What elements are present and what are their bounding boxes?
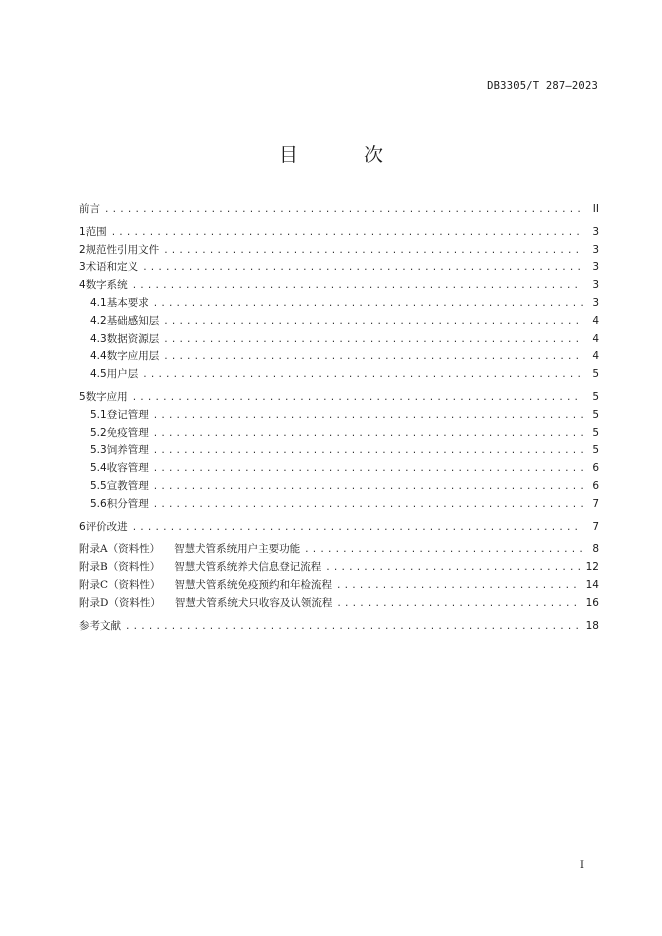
toc-leader-dots <box>132 390 583 407</box>
toc-leader-dots <box>153 479 583 496</box>
toc-entry-number: 5.3 <box>90 444 107 457</box>
toc-entry[interactable] <box>79 559 599 577</box>
toc-leader-dots <box>132 278 583 295</box>
page-title: 目 次 <box>278 144 414 166</box>
toc-entry-label: 术语和定义 <box>85 261 139 274</box>
toc-entry[interactable] <box>79 295 599 313</box>
toc-entry-label: 积分管理 <box>106 497 149 510</box>
toc-entry-page: 14 <box>585 578 599 591</box>
toc-entry-number: 2 <box>79 243 86 256</box>
toc-entry-number: 5.2 <box>90 426 107 439</box>
toc-entry[interactable] <box>79 425 599 443</box>
document-code: DB3305/T 287—2023 <box>487 80 598 92</box>
toc-leader-dots <box>153 443 583 460</box>
toc-entry[interactable] <box>79 242 599 260</box>
toc-leader-dots <box>153 408 583 425</box>
toc-entry[interactable] <box>79 389 599 407</box>
toc-entry-number: 附录A（资料性） <box>79 543 161 556</box>
toc-entry-label: 基本要求 <box>106 296 149 309</box>
toc-entry[interactable] <box>79 313 599 331</box>
toc-entry[interactable] <box>79 577 599 595</box>
toc-entry-page: 7 <box>592 497 599 510</box>
toc-leader-dots <box>336 578 580 595</box>
toc-leader-dots <box>163 349 583 366</box>
toc-leader-dots <box>153 497 583 514</box>
toc-entry-page: 16 <box>585 596 599 609</box>
toc-entry[interactable] <box>79 442 599 460</box>
toc-entry-number: 附录B（资料性） <box>79 561 161 574</box>
toc-entry[interactable] <box>79 496 599 514</box>
toc-entry-page: 5 <box>592 426 599 439</box>
toc-entry-number: 5.5 <box>90 479 107 492</box>
toc-entry-page: 3 <box>592 296 599 309</box>
toc-entry-number: 4.5 <box>90 368 107 381</box>
toc-entry[interactable] <box>79 407 599 425</box>
toc-entry[interactable] <box>79 259 599 277</box>
toc-entry-number: 3 <box>79 261 86 274</box>
toc-entry-number: 附录C（资料性） <box>79 578 161 591</box>
toc-entry-label: 免疫管理 <box>106 426 149 439</box>
table-of-contents <box>79 201 599 635</box>
toc-entry-page: 3 <box>592 261 599 274</box>
toc-entry-page: 18 <box>585 619 599 632</box>
toc-entry-number: 附录D（资料性） <box>79 596 161 609</box>
toc-entry-label: 前言 <box>79 203 100 215</box>
toc-leader-dots <box>153 426 583 443</box>
toc-entry-page: 5 <box>592 390 599 403</box>
toc-entry-label: 参考文献 <box>79 619 121 632</box>
toc-entry-page: 5 <box>592 444 599 457</box>
toc-entry-label: 智慧犬管系统养犬信息登记流程 <box>174 561 322 574</box>
toc-entry-label: 数据资源层 <box>106 332 160 345</box>
toc-entry-number: 5.6 <box>90 497 107 510</box>
toc-entry-number: 4 <box>79 279 86 292</box>
toc-entry-label: 数字应用 <box>85 390 128 403</box>
toc-entry-page: 4 <box>592 314 599 327</box>
toc-entry-label: 宣教管理 <box>106 479 149 492</box>
page-number: I <box>580 860 584 871</box>
toc-entry-number: 4.4 <box>90 350 107 363</box>
toc-leader-dots <box>304 542 583 559</box>
toc-entry-label: 饲养管理 <box>106 444 149 457</box>
toc-entry-label: 规范性引用文件 <box>85 243 160 256</box>
toc-leader-dots <box>111 225 583 242</box>
toc-entry[interactable] <box>79 224 599 242</box>
toc-leader-dots <box>104 202 583 219</box>
toc-entry-page: 12 <box>585 561 599 574</box>
toc-entry-number: 5.1 <box>90 408 107 421</box>
toc-entry-label: 智慧犬管系统用户主要功能 <box>174 543 301 556</box>
toc-entry[interactable] <box>79 541 599 559</box>
toc-entry-number: 6 <box>79 520 86 533</box>
toc-entry[interactable] <box>79 201 599 219</box>
toc-entry-label: 评价改进 <box>85 520 128 533</box>
toc-leader-dots <box>142 367 583 384</box>
toc-entry-label: 数字系统 <box>85 279 128 292</box>
toc-entry[interactable] <box>79 519 599 537</box>
toc-entry-page: 3 <box>592 279 599 292</box>
toc-entry[interactable] <box>79 277 599 295</box>
toc-entry[interactable] <box>79 460 599 478</box>
toc-entry-label: 登记管理 <box>106 408 149 421</box>
toc-entry-page: 7 <box>592 520 599 533</box>
toc-entry-number: 4.2 <box>90 314 107 327</box>
toc-entry-label: 智慧犬管系统犬只收容及认领流程 <box>174 596 333 609</box>
toc-entry[interactable] <box>79 595 599 613</box>
toc-entry[interactable] <box>79 348 599 366</box>
toc-leader-dots <box>153 296 583 313</box>
toc-entry-page: 4 <box>592 350 599 363</box>
toc-entry[interactable] <box>79 618 599 636</box>
toc-entry-page: 5 <box>592 368 599 381</box>
toc-entry-page: II <box>592 203 599 215</box>
toc-entry-label: 智慧犬管系统免疫预约和年检流程 <box>174 578 333 591</box>
toc-entry-page: 6 <box>592 479 599 492</box>
toc-leader-dots <box>142 260 583 277</box>
toc-entry-page: 5 <box>592 408 599 421</box>
toc-entry-page: 4 <box>592 332 599 345</box>
toc-leader-dots <box>132 520 583 537</box>
toc-entry-label: 范围 <box>85 225 107 238</box>
toc-entry-number: 5.4 <box>90 462 107 475</box>
toc-entry-number: 5 <box>79 390 86 403</box>
toc-entry-label: 收容管理 <box>106 462 149 475</box>
toc-entry-number: 4.3 <box>90 332 107 345</box>
toc-entry-number: 4.1 <box>90 296 107 309</box>
toc-leader-dots <box>125 619 580 636</box>
toc-leader-dots <box>336 596 579 613</box>
toc-entry-label: 基础感知层 <box>106 314 160 327</box>
toc-leader-dots <box>153 461 583 478</box>
toc-entry-number: 1 <box>79 225 86 238</box>
toc-entry-label: 用户层 <box>106 368 139 381</box>
toc-entry-page: 6 <box>592 462 599 475</box>
toc-entry[interactable] <box>79 331 599 349</box>
toc-entry-page: 3 <box>592 225 599 238</box>
toc-entry-page: 8 <box>592 543 599 556</box>
toc-entry[interactable] <box>79 366 599 384</box>
toc-entry-page: 3 <box>592 243 599 256</box>
toc-leader-dots <box>163 243 583 260</box>
toc-leader-dots <box>325 560 579 577</box>
toc-entry[interactable] <box>79 478 599 496</box>
toc-leader-dots <box>163 314 583 331</box>
toc-leader-dots <box>163 332 583 349</box>
toc-entry-label: 数字应用层 <box>106 350 160 363</box>
